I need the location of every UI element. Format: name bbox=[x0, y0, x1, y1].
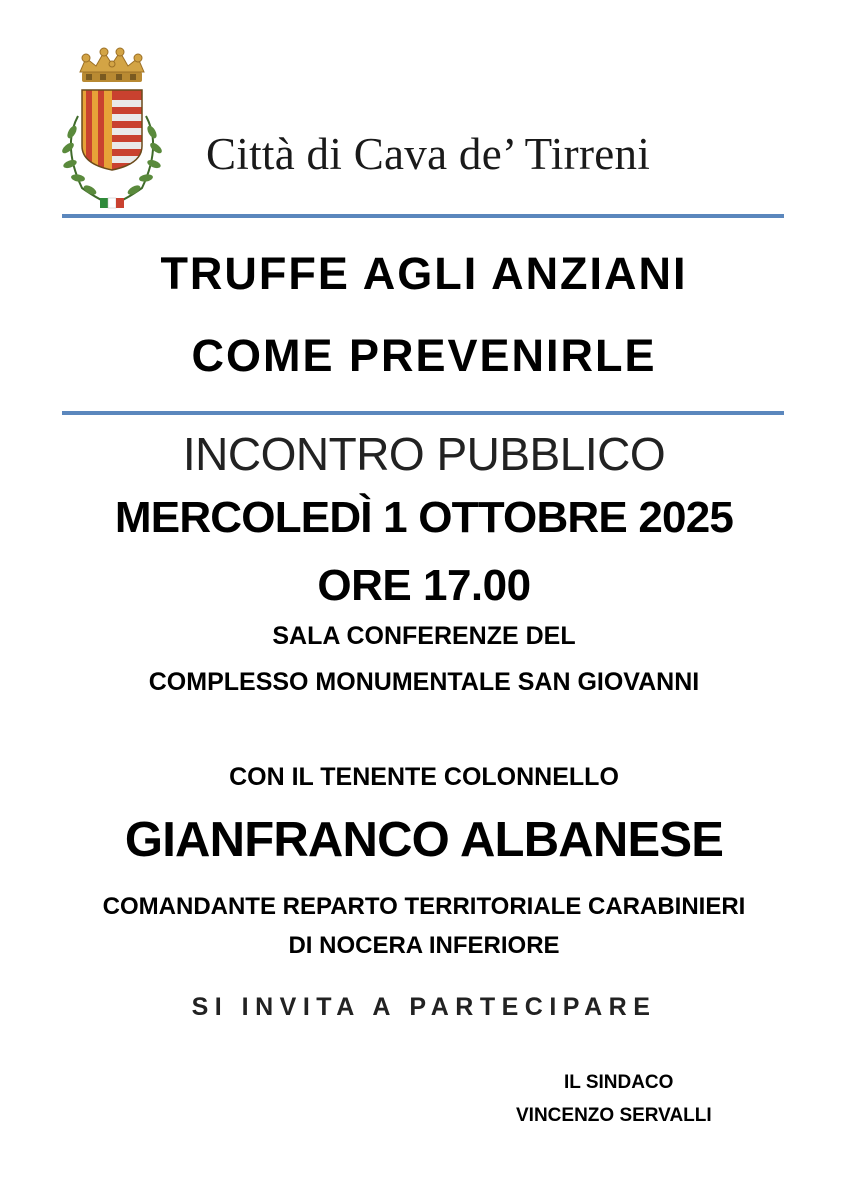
crown-icon bbox=[80, 48, 144, 82]
event-venue-line-2: COMPLESSO MONUMENTALE SAN GIOVANNI bbox=[148, 668, 700, 696]
signature-name: VINCENZO SERVALLI bbox=[516, 1105, 712, 1126]
event-time: ORE 17.00 bbox=[317, 561, 531, 610]
title-divider bbox=[62, 411, 784, 415]
speaker-intro: CON IL TENENTE COLONNELLO bbox=[229, 763, 619, 791]
shield-icon bbox=[82, 90, 142, 172]
header-divider bbox=[62, 214, 784, 218]
signature-role: IL SINDACO bbox=[564, 1072, 674, 1093]
speaker-role-line-2: DI NOCERA INFERIORE bbox=[288, 932, 560, 959]
city-coat-of-arms bbox=[56, 46, 168, 212]
ribbon-icon bbox=[100, 198, 124, 208]
event-type: INCONTRO PUBBLICO bbox=[182, 428, 666, 480]
title-line-1: TRUFFE AGLI ANZIANI bbox=[160, 248, 688, 299]
event-venue-line-1: SALA CONFERENZE DEL bbox=[272, 622, 576, 650]
invitation-text: SI INVITA A PARTECIPARE bbox=[191, 993, 657, 1021]
city-name: Città di Cava de’ Tirreni bbox=[206, 129, 651, 179]
event-date: MERCOLEDÌ 1 OTTOBRE 2025 bbox=[114, 493, 734, 542]
speaker-name: GIANFRANCO ALBANESE bbox=[124, 813, 724, 867]
title-line-2: COME PREVENIRLE bbox=[191, 330, 657, 381]
speaker-role-line-1: COMANDANTE REPARTO TERRITORIALE CARABINIERI bbox=[102, 893, 746, 920]
crest-icon bbox=[56, 46, 168, 212]
